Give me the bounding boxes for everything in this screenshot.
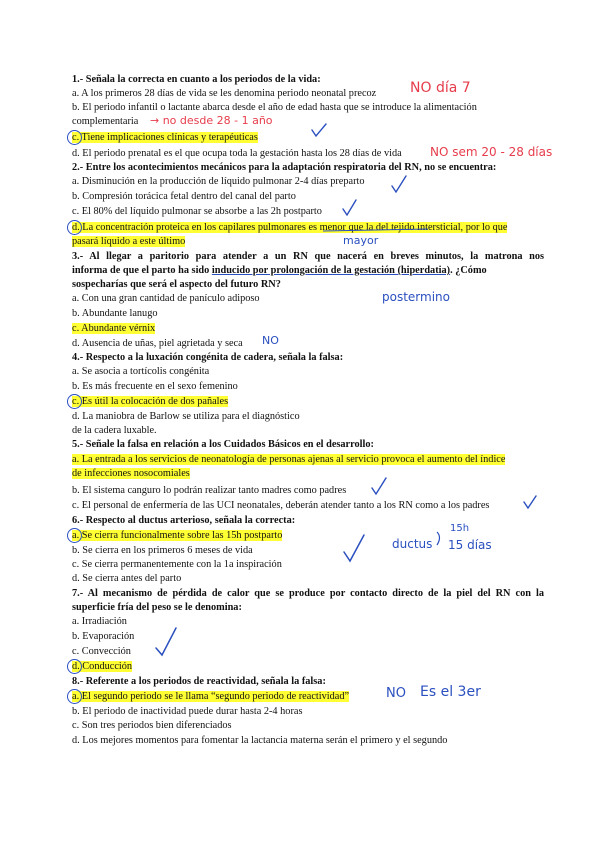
q1-option-c — [72, 131, 258, 145]
handwritten-note-blue: mayor — [343, 234, 379, 247]
answer-circle — [67, 689, 82, 704]
answer-circle — [67, 659, 82, 674]
handwritten-note-blue: NO — [386, 686, 406, 701]
handwritten-note-blue: NO — [262, 334, 279, 347]
checkmark-icon — [392, 176, 406, 192]
q1-option-b: b. El periodo infantil o lactante abarca desde el año de edad hasta que se introduce la alimentación — [72, 102, 477, 113]
question-6-title: 6.- Respecto al ductus arterioso, señala la correcta: — [72, 515, 296, 526]
q8-option-a-text: a. El segundo periodo se le llama “segundo periodo de reactividad” — [72, 691, 350, 702]
q3-title-part: informa de que el parto ha sido — [72, 265, 212, 276]
q2-option-c: c. El 80% del líquido pulmonar se absorbe a las 2h postparto — [72, 206, 322, 217]
handwritten-note-blue: 15 días — [448, 538, 492, 552]
q5-option-c: c. El personal de enfermería de las UCI neonatales, deberán atender tanto a los RN como a los padres — [72, 500, 490, 511]
handwritten-note-red: → no desde 28 - 1 año — [150, 114, 273, 127]
q4-option-d: d. La maniobra de Barlow se utiliza para el diagnóstico — [72, 411, 300, 422]
q5-option-a-text: a. La entrada a los servicios de neonatología de personas ajenas al servicio provoca el aumento del índice — [72, 454, 506, 465]
q5-option-a — [72, 453, 505, 467]
q1-option-c-text: c. Tiene implicaciones clínicas y terapéuticas — [72, 132, 258, 143]
handwritten-note-blue: ductus — [392, 537, 433, 551]
q3-title-end: . ¿Cómo — [450, 265, 487, 276]
handwritten-note-blue: Es el 3er — [420, 684, 481, 700]
answer-circle — [67, 528, 82, 543]
checkmark-icon — [343, 200, 356, 215]
q7-option-d-text: d. Conducción — [72, 661, 133, 672]
q4-option-b: b. Es más frecuente en el sexo femenino — [72, 381, 238, 392]
question-3-title-line2 — [72, 264, 487, 278]
q1-option-a: a. A los primeros 28 días de vida se les denomina periodo neonatal precoz — [72, 88, 377, 99]
q2-option-a: a. Disminución en la producción de líquido pulmonar 2-4 días preparto — [72, 176, 365, 187]
q2-option-d-text: d. La concentración proteica en los capilares pulmonares es menor que la del tejido intersticial, por lo que — [72, 222, 508, 233]
q8-option-c: c. Son tres periodos bien diferenciados — [72, 720, 232, 731]
q6-option-d: d. Se cierra antes del parto — [72, 573, 182, 584]
question-7-title: 7.- Al mecanismo de pérdida de calor que se produce por contacto directo de la piel del RN con la — [72, 588, 544, 599]
handwritten-note-blue: postermino — [382, 290, 450, 304]
q1-option-b-cont: complementaria — [72, 116, 139, 127]
q6-option-a — [72, 529, 282, 543]
q7-option-a: a. Irradiación — [72, 616, 127, 627]
q3-option-c-text: c. Abundante vérnix — [72, 323, 156, 334]
answer-circle — [67, 220, 82, 235]
q6-option-c: c. Se cierra permanentemente con la 1a inspiración — [72, 559, 282, 570]
q5-option-a-cont-text: de infecciones nosocomiales — [72, 468, 190, 479]
q4-option-a: a. Se asocia a tortícolis congénita — [72, 366, 210, 377]
question-7-title-line2: superficie fría del peso se le denomina: — [72, 602, 242, 613]
q7-option-b: b. Evaporación — [72, 631, 135, 642]
q5-option-b: b. El sistema canguro lo podrán realizar tanto madres como padres — [72, 485, 347, 496]
question-3-title: 3.- Al llegar a paritorio para atender a un RN que nacerá en breves minutos, la matrona nos — [72, 251, 544, 262]
q6-option-a-text: a. Se cierra funcionalmente sobre las 15h postparto — [72, 530, 283, 541]
q8-option-a — [72, 690, 349, 704]
handwritten-note-red: NO sem 20 - 28 días — [430, 145, 553, 159]
q3-option-b: b. Abundante lanugo — [72, 308, 158, 319]
answer-circle — [67, 130, 82, 145]
q3-option-c — [72, 322, 155, 336]
q4-option-c — [72, 395, 228, 409]
question-8-title: 8.- Referente a los periodos de reactividad, señala la falsa: — [72, 676, 326, 687]
q2-option-d-cont — [72, 235, 185, 249]
question-4-title: 4.- Respecto a la luxación congénita de cadera, señala la falsa: — [72, 352, 344, 363]
q4-option-d-cont: de la cadera luxable. — [72, 425, 157, 436]
q7-option-c: c. Convección — [72, 646, 131, 657]
q8-option-b: b. El periodo de inactividad puede durar hasta 2-4 horas — [72, 706, 303, 717]
q1-option-d: d. El periodo prenatal es el que ocupa toda la gestación hasta los 28 días de vida — [72, 148, 402, 159]
handwritten-note-blue: 15h — [450, 523, 470, 534]
q2-option-d-cont-text: pasará líquido a este último — [72, 236, 186, 247]
checkmark-icon — [156, 628, 176, 655]
q2-option-b: b. Compresión torácica fetal dentro del canal del parto — [72, 191, 296, 202]
q2-option-d — [72, 221, 507, 235]
checkmark-icon — [312, 124, 326, 136]
question-1-title: 1.- Señala la correcta en cuanto a los periodos de la vida: — [72, 74, 321, 85]
q3-option-a: a. Con una gran cantidad de panículo adiposo — [72, 293, 260, 304]
answer-circle — [67, 394, 82, 409]
q3-option-d: d. Ausencia de uñas, piel agrietada y seca — [72, 338, 243, 349]
handwritten-note-red: NO día 7 — [410, 80, 471, 96]
q4-option-c-text: c. Es útil la colocación de dos pañales — [72, 396, 229, 407]
q6-option-b: b. Se cierra en los primeros 6 meses de vida — [72, 545, 253, 556]
bracket-stroke — [437, 532, 440, 545]
question-2-title: 2.- Entre los acontecimientos mecánicos para la adaptación respiratoria del RN, no se encuentra: — [72, 162, 497, 173]
checkmark-icon — [372, 478, 386, 494]
q3-title-underlined: inducido por prolongación de la gestación (hiperdatia) — [211, 265, 451, 276]
question-3-title-line3: sospecharías que será el aspecto del futuro RN? — [72, 279, 281, 290]
q8-option-d: d. Los mejores momentos para fomentar la lactancia materna serán el primero y el segundo — [72, 735, 448, 746]
q5-option-a-cont — [72, 467, 190, 481]
checkmark-icon — [344, 535, 364, 561]
question-5-title: 5.- Señale la falsa en relación a los Cuidados Básicos en el desarrollo: — [72, 439, 374, 450]
checkmark-icon — [524, 496, 536, 508]
